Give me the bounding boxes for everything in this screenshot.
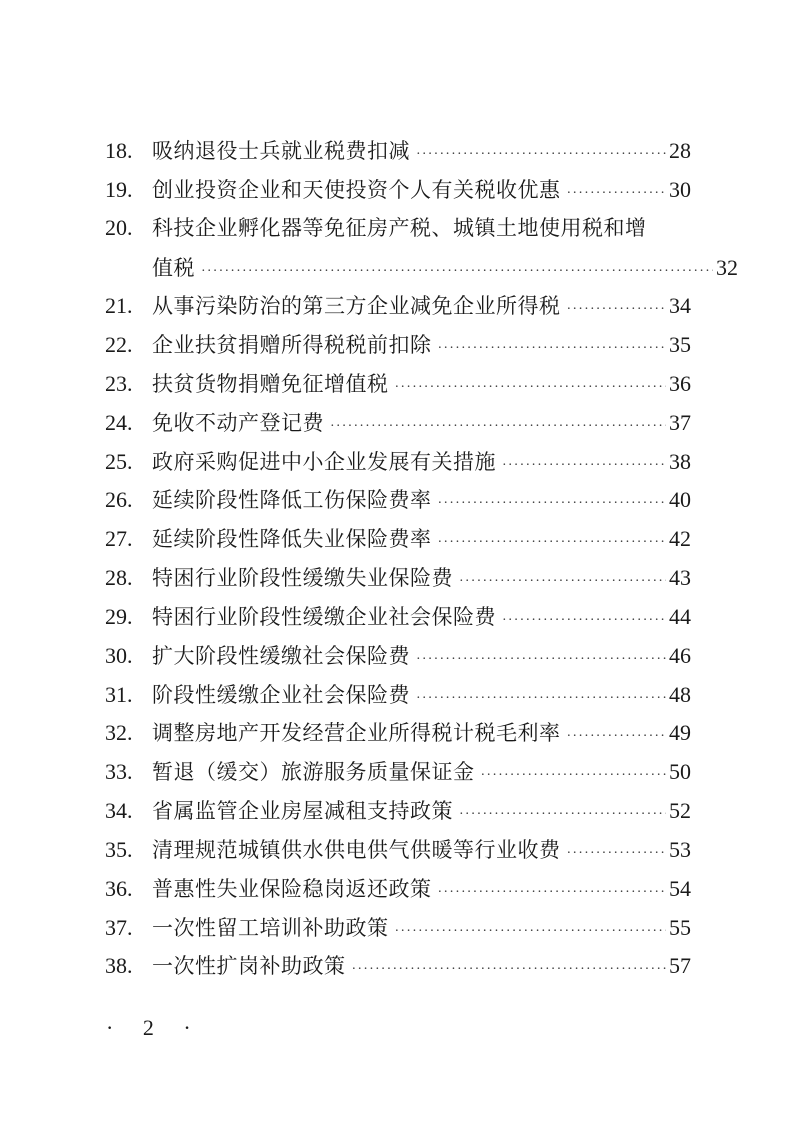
dot-leader	[395, 370, 667, 406]
dot-leader	[438, 875, 667, 911]
entry-number: 26.	[105, 487, 133, 512]
dot-leader	[330, 409, 666, 445]
dot-leader	[416, 642, 666, 678]
entry-title: 免收不动产登记费	[152, 411, 324, 435]
entry-title: 扶贫货物捐赠免征增值税	[152, 372, 389, 396]
entry-number: 23.	[105, 371, 133, 396]
entry-page: 50	[669, 759, 691, 784]
entry-page: 48	[669, 682, 691, 707]
toc-entry-26[interactable]	[105, 482, 691, 518]
toc-entry-28[interactable]	[105, 560, 691, 596]
entry-title: 延续阶段性降低失业保险费率	[152, 527, 432, 551]
entry-title: 政府采购促进中小企业发展有关措施	[152, 450, 496, 474]
entry-title: 调整房地产开发经营企业所得税计税毛利率	[152, 721, 561, 745]
entry-number: 34.	[105, 798, 133, 823]
entry-number: 28.	[105, 565, 133, 590]
entry-number: 30.	[105, 643, 133, 668]
dot-leader	[201, 254, 713, 290]
entry-page: 46	[669, 643, 691, 668]
dot-leader	[459, 564, 666, 600]
toc-entry-23[interactable]	[105, 366, 691, 402]
toc-entry-31[interactable]	[105, 677, 691, 713]
entry-title: 吸纳退役士兵就业税费扣减	[152, 139, 410, 163]
entry-page: 49	[669, 720, 691, 745]
entry-page: 38	[669, 449, 691, 474]
dot-leader	[459, 797, 666, 833]
entry-page: 44	[669, 604, 691, 629]
entry-title: 特困行业阶段性缓缴企业社会保险费	[152, 605, 496, 629]
entry-number: 20.	[105, 215, 133, 240]
toc-entry-34[interactable]	[105, 793, 691, 829]
dot-leader	[502, 603, 666, 639]
toc-entry-38[interactable]	[105, 948, 691, 984]
dot-leader	[481, 758, 667, 794]
entry-page: 34	[669, 293, 691, 318]
dot-leader	[416, 681, 666, 717]
page-number-footer: · 2 ·	[106, 1015, 203, 1040]
entry-title: 省属监管企业房屋减租支持政策	[152, 799, 453, 823]
entry-page: 37	[669, 410, 691, 435]
entry-page: 42	[669, 526, 691, 551]
entry-title: 延续阶段性降低工伤保险费率	[152, 488, 432, 512]
entry-title: 清理规范城镇供水供电供气供暖等行业收费	[152, 838, 561, 862]
entry-number: 24.	[105, 410, 133, 435]
entry-title: 暂退（缓交）旅游服务质量保证金	[152, 760, 475, 784]
entry-page: 54	[669, 876, 691, 901]
entry-number: 27.	[105, 526, 133, 551]
dot-leader	[352, 952, 667, 988]
entry-page: 40	[669, 487, 691, 512]
entry-page: 35	[669, 332, 691, 357]
toc-entry-36[interactable]	[105, 871, 691, 907]
dot-leader	[567, 719, 667, 755]
entry-page: 53	[669, 837, 691, 862]
entry-number: 31.	[105, 682, 133, 707]
toc-entry-19[interactable]	[105, 172, 691, 208]
entry-number: 25.	[105, 449, 133, 474]
toc-entry-29[interactable]	[105, 599, 691, 635]
entry-title: 一次性留工培训补助政策	[152, 916, 389, 940]
dot-leader	[438, 525, 667, 561]
entry-number: 38.	[105, 953, 133, 978]
entry-title-continued: 值税	[152, 256, 195, 280]
toc-entry-30[interactable]	[105, 638, 691, 674]
toc-entry-20[interactable]	[105, 210, 691, 246]
dot-leader	[567, 292, 667, 328]
entry-page: 52	[669, 798, 691, 823]
entry-number: 18.	[105, 138, 133, 163]
entry-number: 32.	[105, 720, 133, 745]
dot-leader	[416, 137, 666, 173]
entry-number: 36.	[105, 876, 133, 901]
entry-page: 32	[716, 255, 738, 280]
entry-number: 37.	[105, 915, 133, 940]
entry-title: 科技企业孵化器等免征房产税、城镇土地使用税和增	[152, 216, 647, 240]
toc-entry-35[interactable]	[105, 832, 691, 868]
entry-number: 35.	[105, 837, 133, 862]
dot-leader	[502, 448, 666, 484]
toc-entry-27[interactable]	[105, 521, 691, 557]
entry-title: 创业投资企业和天使投资个人有关税收优惠	[152, 178, 561, 202]
entry-page: 36	[669, 371, 691, 396]
entry-title: 阶段性缓缴企业社会保险费	[152, 683, 410, 707]
dot-leader	[438, 486, 667, 522]
toc-entry-21[interactable]	[105, 288, 691, 324]
dot-leader	[395, 914, 667, 950]
entry-number: 21.	[105, 293, 133, 318]
toc-entry-37[interactable]	[105, 910, 691, 946]
entry-number: 22.	[105, 332, 133, 357]
toc-entry-22[interactable]	[105, 327, 691, 363]
entry-number: 33.	[105, 759, 133, 784]
entry-title: 特困行业阶段性缓缴失业保险费	[152, 566, 453, 590]
entry-page: 28	[669, 138, 691, 163]
entry-title: 普惠性失业保险稳岗返还政策	[152, 877, 432, 901]
dot-leader	[438, 331, 667, 367]
entry-title: 扩大阶段性缓缴社会保险费	[152, 644, 410, 668]
toc-entry-32[interactable]	[105, 715, 691, 751]
toc-entry-24[interactable]	[105, 405, 691, 441]
entry-title: 企业扶贫捐赠所得税税前扣除	[152, 333, 432, 357]
entry-page: 30	[669, 177, 691, 202]
dot-leader	[567, 836, 667, 872]
toc-entry-20-continued[interactable]	[105, 250, 738, 286]
entry-page: 55	[669, 915, 691, 940]
entry-number: 19.	[105, 177, 133, 202]
toc-entry-25[interactable]	[105, 444, 691, 480]
entry-title: 一次性扩岗补助政策	[152, 954, 346, 978]
toc-entry-18[interactable]	[105, 133, 691, 169]
entry-title: 从事污染防治的第三方企业减免企业所得税	[152, 294, 561, 318]
entry-page: 43	[669, 565, 691, 590]
entry-page: 57	[669, 953, 691, 978]
toc-entry-33[interactable]	[105, 754, 691, 790]
dot-leader	[567, 176, 667, 212]
entry-number: 29.	[105, 604, 133, 629]
